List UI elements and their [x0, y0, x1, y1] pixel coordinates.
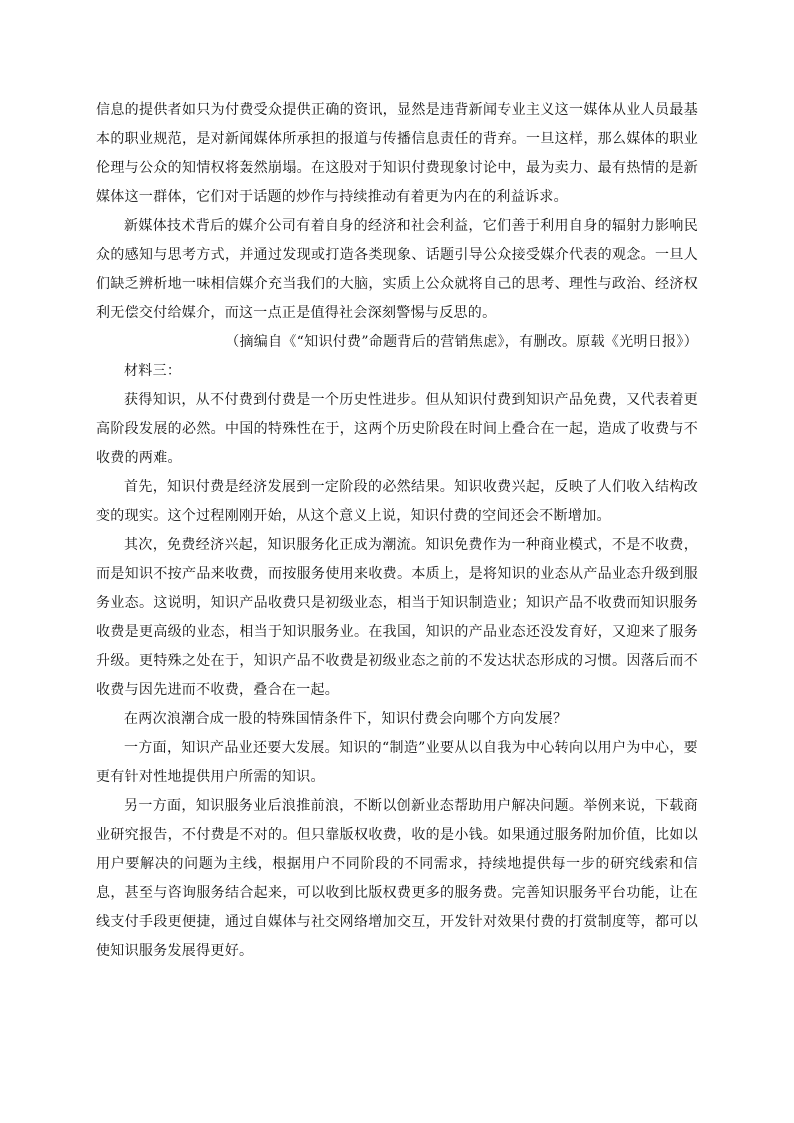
paragraph-5: 其次，免费经济兴起，知识服务化正成为潮流。知识免费作为一种商业模式，不是不收费，而是知识不按产品来收费，而按服务使用来收费。本质上，是将知识的业态从产品业态升级到服务业态。这说明，知识产品收费只是初级业态，相当于知识制造业；知识产品不收费而知识服务收费是更高级的业态，相当于知识服务业。在我国，知识的产品业态还没发育好，又迎来了服务升级。更特殊之处在于，知识产品不收费是初级业态之前的不发达状态形成的习惯。因落后而不收费与因先进而不收费，叠合在一起。 [96, 537, 698, 698]
paragraph-1: 信息的提供者如只为付费受众提供正确的资讯，显然是违背新闻专业主义这一媒体从业人员最基本的职业规范，是对新闻媒体所承担的报道与传播信息责任的背弃。一旦这样，那么媒体的职业伦理与公众的知情权将轰然崩塌。在这股对于知识付费现象讨论中，最为卖力、最有热情的是新媒体这一群体，它们对于话题的炒作与持续推动有着更为内在的利益诉求。 [96, 102, 698, 205]
paragraph-8: 另一方面，知识服务业后浪推前浪，不断以创新业态帮助用户解决问题。举例来说，下载商业研究报告，不付费是不对的。但只靠版权收费，收的是小钱。如果通过服务附加价值，比如以用户要解决的问题为主线，根据用户不同阶段的不同需求，持续地提供每一步的研究线索和信息，甚至与咨询服务结合起来，可以收到比版权费更多的服务费。完善知识服务平台功能，让在线支付手段更便捷，通过自媒体与社交网络增加交互，开发针对效果付费的打赏制度等，都可以使知识服务发展得更好。 [96, 798, 698, 959]
source-citation: （摘编自《“知识付费”命题背后的营销焦虑》，有删改。原载《光明日报》） [225, 334, 698, 350]
paragraph-7: 一方面，知识产品业还要大发展。知识的“制造”业要从以自我为中心转向以用户为中心，要更有针对性地提供用户所需的知识。 [96, 740, 698, 785]
paragraph-6: 在两次浪潮合成一股的特殊国情条件下，知识付费会向哪个方向发展？ [124, 711, 568, 727]
paragraph-4: 首先，知识付费是经济发展到一定阶段的必然结果。知识收费兴起，反映了人们收入结构改变的现实。这个过程刚刚开始，从这个意义上说，知识付费的空间还会不断增加。 [96, 479, 698, 524]
paragraph-3: 获得知识，从不付费到付费是一个历史性进步。但从知识付费到知识产品免费，又代表着更高阶段发展的必然。中国的特殊性在于，这两个历史阶段在时间上叠合在一起，造成了收费与不收费的两难。 [96, 392, 698, 466]
paragraph-2: 新媒体技术背后的媒介公司有着自身的经济和社会利益，它们善于利用自身的辐射力影响民众的感知与思考方式，并通过发现或打造各类现象、话题引导公众接受媒介代表的观念。一旦人们缺乏辨析地一味相信媒介充当我们的大脑，实质上公众就将自己的思考、理性与政治、经济权利无偿交付给媒介，而这一点正是值得社会深刻警惕与反思的。 [96, 218, 698, 321]
section-heading-material-3: 材料三： [124, 363, 182, 379]
